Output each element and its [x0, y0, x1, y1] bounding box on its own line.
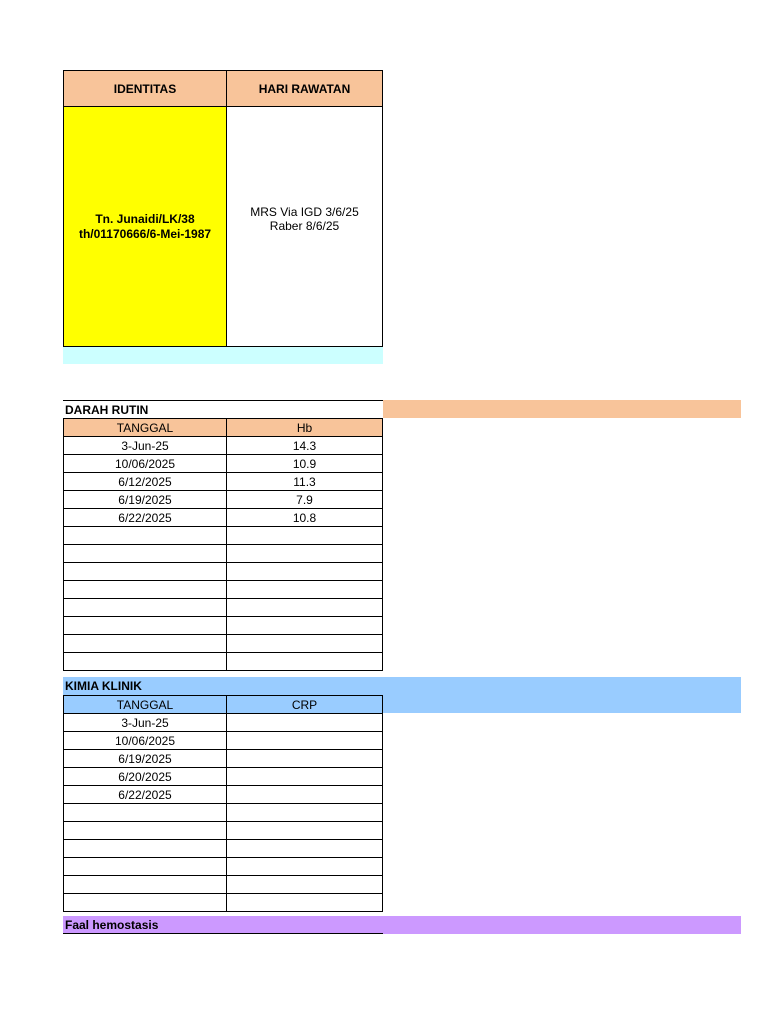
date-cell: 6/22/2025: [63, 785, 227, 804]
date-cell: [63, 821, 227, 840]
table-row: [63, 803, 383, 822]
identitas-header: IDENTITAS: [63, 70, 227, 107]
value-cell: [226, 875, 383, 894]
value-cell: [226, 731, 383, 750]
care-days-cell: [226, 106, 383, 347]
cyan-separator-strip: [63, 347, 383, 364]
patient-identity-line-2: th/01170666/6-Mei-1987: [78, 226, 212, 241]
value-cell: [226, 652, 383, 671]
kimia-klinik-title: KIMIA KLINIK: [63, 677, 383, 695]
value-cell: [226, 526, 383, 545]
table-row: [63, 616, 383, 635]
table-row: [63, 821, 383, 840]
value-cell: [226, 580, 383, 599]
date-cell: [63, 634, 227, 653]
date-cell: 6/20/2025: [63, 767, 227, 786]
value-cell: [226, 544, 383, 563]
date-cell: 6/22/2025: [63, 508, 227, 527]
table-row: [63, 580, 383, 599]
darah-rutin-color-strip: [383, 400, 741, 418]
value-cell: [226, 821, 383, 840]
table-row: [63, 454, 383, 473]
table-row: [63, 490, 383, 509]
table-row: [63, 857, 383, 876]
patient-identity-cell: [63, 106, 227, 347]
faal-hemostasis-title: Faal hemostasis: [63, 916, 383, 934]
table-row: [63, 652, 383, 671]
value-cell: [226, 803, 383, 822]
value-cell: [226, 785, 383, 804]
date-cell: [63, 580, 227, 599]
date-cell: 10/06/2025: [63, 731, 227, 750]
table-row: [63, 562, 383, 581]
value-cell: [226, 839, 383, 858]
date-cell: 3-Jun-25: [63, 713, 227, 732]
table-row: [63, 598, 383, 617]
value-cell: [226, 598, 383, 617]
date-cell: [63, 562, 227, 581]
patient-identity-line-1: Tn. Junaidi/LK/38: [95, 211, 195, 226]
date-cell: 10/06/2025: [63, 454, 227, 473]
table-row: [63, 713, 383, 732]
date-cell: [63, 598, 227, 617]
table-row: [63, 767, 383, 786]
value-cell: 11.3: [226, 472, 383, 491]
date-cell: 6/12/2025: [63, 472, 227, 491]
date-cell: [63, 839, 227, 858]
hari-rawatan-header: HARI RAWATAN: [226, 70, 383, 107]
value-cell: [226, 616, 383, 635]
value-header: CRP: [226, 695, 383, 714]
date-cell: [63, 526, 227, 545]
table-row: [63, 749, 383, 768]
care-days-line-1: MRS Via IGD 3/6/25: [250, 204, 359, 219]
date-cell: 6/19/2025: [63, 749, 227, 768]
care-days-line-2: Raber 8/6/25: [269, 218, 340, 233]
value-cell: [226, 562, 383, 581]
table-row: [63, 634, 383, 653]
date-cell: 6/19/2025: [63, 490, 227, 509]
table-row: [63, 731, 383, 750]
value-cell: 7.9: [226, 490, 383, 509]
table-row: [63, 544, 383, 563]
date-cell: [63, 893, 227, 912]
value-cell: [226, 893, 383, 912]
date-cell: [63, 857, 227, 876]
tanggal-header: TANGGAL: [63, 418, 227, 437]
value-cell: [226, 767, 383, 786]
darah-rutin-title: DARAH RUTIN: [63, 400, 383, 418]
date-cell: 3-Jun-25: [63, 436, 227, 455]
date-cell: [63, 652, 227, 671]
table-row: [63, 893, 383, 912]
table-row: [63, 785, 383, 804]
value-cell: 10.8: [226, 508, 383, 527]
value-cell: [226, 749, 383, 768]
value-cell: [226, 634, 383, 653]
table-header-row: [63, 695, 383, 714]
value-cell: [226, 857, 383, 876]
value-cell: 10.9: [226, 454, 383, 473]
table-row: [63, 526, 383, 545]
table-row: [63, 472, 383, 491]
table-header-row: [63, 418, 383, 437]
tanggal-header: TANGGAL: [63, 695, 227, 714]
date-cell: [63, 803, 227, 822]
table-row: [63, 875, 383, 894]
table-row: [63, 508, 383, 527]
value-cell: [226, 713, 383, 732]
value-cell: 14.3: [226, 436, 383, 455]
date-cell: [63, 875, 227, 894]
date-cell: [63, 544, 227, 563]
date-cell: [63, 616, 227, 635]
value-header: Hb: [226, 418, 383, 437]
table-row: [63, 436, 383, 455]
table-row: [63, 839, 383, 858]
